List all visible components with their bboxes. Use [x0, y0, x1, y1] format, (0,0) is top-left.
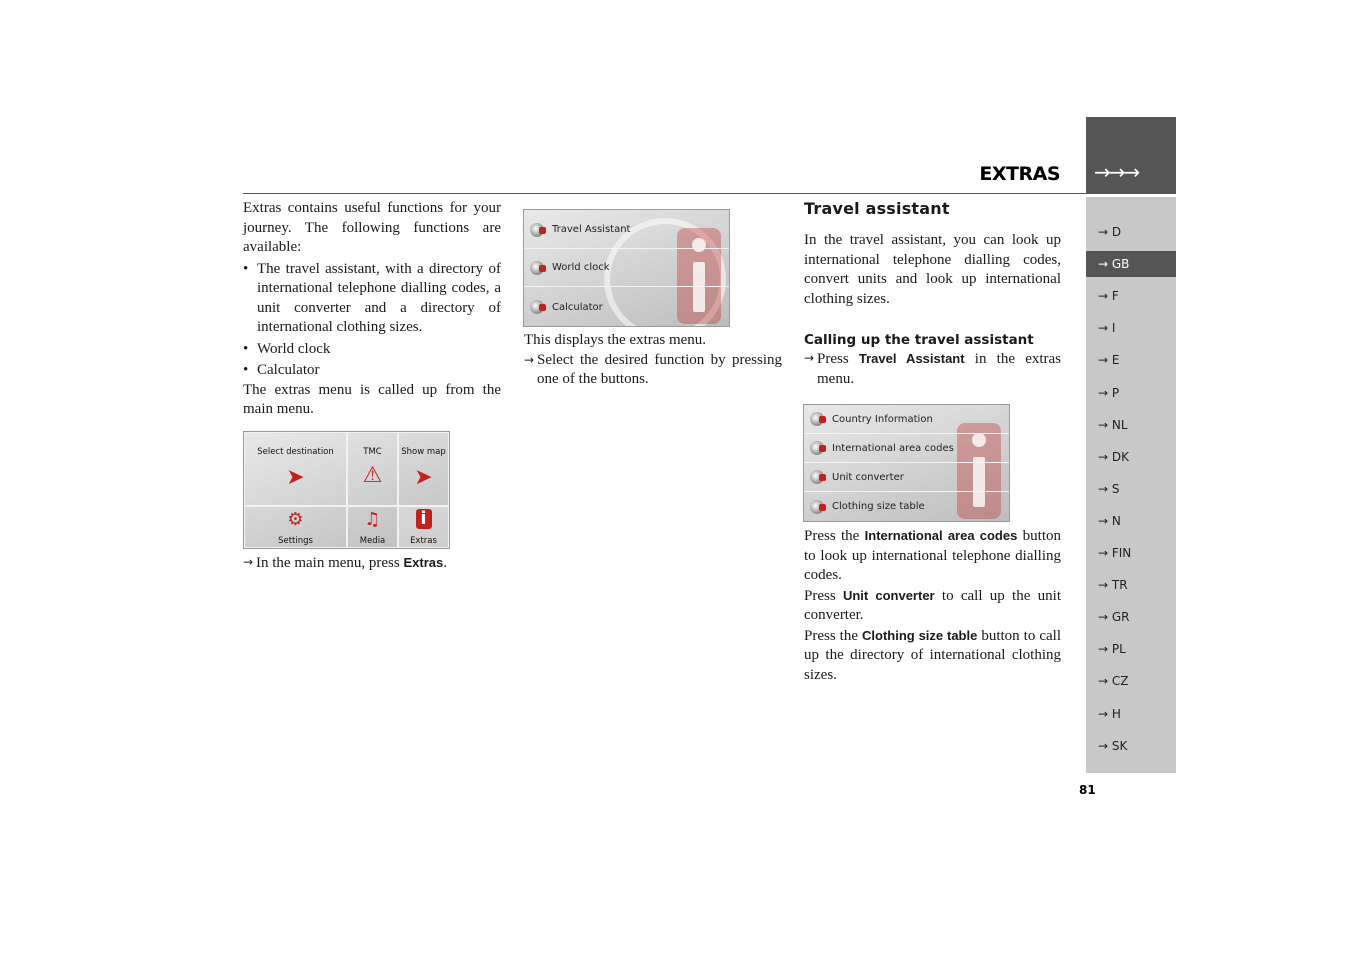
bullet-text: World clock — [257, 340, 331, 357]
bullet-mark: • — [243, 260, 249, 277]
step-text — [256, 553, 501, 574]
step-keyword: Travel Assistant — [858, 351, 965, 366]
unit-converter-paragraph — [804, 586, 1061, 626]
language-link-sk[interactable]: → SK — [1098, 738, 1128, 753]
gear-icon: ⚙ — [287, 509, 304, 530]
main-menu-show-map — [398, 432, 449, 506]
bullet-mark: • — [243, 362, 249, 378]
p-prefix: Press the — [804, 627, 862, 644]
bullet-text: The travel assistant, with a directory of international telephone dialling codes, a unit converter and a directory of international clothing sizes. — [257, 260, 501, 335]
language-link-e[interactable]: → E — [1098, 353, 1120, 368]
bullet-text: Calculator — [257, 362, 320, 378]
p-prefix: Press — [804, 587, 843, 604]
intro-paragraph: Extras contains useful functions for your journey. The following functions are available: — [243, 200, 501, 255]
main-menu-media — [347, 506, 398, 548]
travel-menu-item — [804, 463, 1009, 492]
main-menu-label: Show map — [401, 447, 446, 457]
language-link-pl[interactable]: → PL — [1098, 642, 1126, 657]
language-link-gr[interactable]: → GR — [1098, 610, 1130, 625]
step-press-extras — [243, 553, 501, 574]
language-link-cz[interactable]: → CZ — [1098, 674, 1129, 689]
main-menu-label: Extras — [410, 536, 437, 546]
language-link-fin[interactable]: → FIN — [1098, 546, 1132, 560]
travel-buttons-description — [804, 526, 1061, 685]
language-link-h[interactable]: → H — [1098, 706, 1121, 721]
map-arrow-icon: ➤ — [414, 465, 433, 490]
p-suffix: button to call up the directory of international clothing sizes. — [804, 627, 1061, 683]
displays-paragraph: This displays the extras menu. — [524, 332, 707, 348]
travel-menu-label: Clothing size table — [832, 501, 925, 512]
travel-assistant-icon — [530, 223, 544, 237]
step-prefix: Press — [817, 351, 859, 367]
travel-menu-item — [804, 405, 1009, 434]
main-menu-select-destination — [244, 432, 347, 506]
step-prefix: In the main menu, press — [256, 555, 404, 571]
main-menu-label: Select destination — [257, 447, 334, 457]
main-menu-label: Settings — [278, 536, 313, 546]
p-suffix: button to look up international telephone dialling codes. — [804, 528, 1061, 583]
main-menu-extras — [398, 506, 449, 548]
travel-menu-label: Country Information — [832, 413, 933, 425]
column-2 — [524, 331, 782, 390]
p-keyword: International area codes — [864, 528, 1018, 543]
language-link-nl[interactable]: → NL — [1098, 417, 1128, 432]
travel-assistant-screenshot — [803, 404, 1010, 522]
step-suffix: . — [443, 555, 447, 571]
language-link-s[interactable]: → S — [1098, 481, 1120, 496]
column-1 — [243, 199, 501, 420]
column-3 — [804, 199, 1061, 389]
step-arrow-icon: → — [804, 351, 815, 365]
extras-menu-item — [524, 249, 729, 287]
clothing-size-icon — [810, 500, 824, 514]
language-link-dk[interactable]: → DK — [1098, 449, 1129, 464]
travel-menu-item — [804, 434, 1009, 463]
page-number: 81 — [1079, 783, 1096, 797]
p-keyword: Unit converter — [842, 587, 935, 603]
navigation-arrow-icon: ➤ — [286, 465, 305, 490]
calculator-icon — [530, 300, 544, 314]
section-tab-arrows-icon: →→→ — [1094, 160, 1139, 184]
p-prefix: Press the — [804, 528, 865, 544]
language-link-n[interactable]: → N — [1098, 513, 1121, 528]
unit-converter-icon — [810, 470, 824, 484]
main-menu-label: Media — [359, 536, 386, 546]
p-keyword: Clothing size table — [862, 627, 978, 643]
step-keyword: Extras — [403, 555, 444, 570]
travel-assistant-heading: Travel assistant — [804, 199, 950, 218]
extras-menu-item — [524, 211, 729, 249]
main-menu-tmc — [347, 432, 398, 506]
travel-menu-label: International area codes — [832, 442, 954, 454]
area-codes-icon — [810, 441, 824, 455]
clothing-size-paragraph — [804, 626, 1061, 686]
header-rule — [243, 193, 1086, 194]
extras-menu-label: Travel Assistant — [552, 224, 631, 235]
world-clock-icon — [530, 261, 544, 275]
extras-menu-item — [524, 288, 729, 326]
bullet-mark: • — [243, 340, 249, 357]
p-suffix: to call up the unit converter. — [804, 587, 1061, 623]
info-icon: i — [416, 509, 432, 529]
language-link-gb[interactable]: → GB — [1086, 251, 1176, 277]
language-link-p[interactable]: → P — [1098, 385, 1120, 400]
step-select-function — [524, 351, 782, 390]
bullet-item — [243, 260, 501, 338]
calling-up-heading: Calling up the travel assistant — [804, 332, 1034, 348]
called-up-paragraph: The extras menu is called up from the main menu. — [243, 381, 501, 417]
main-menu-screenshot — [243, 431, 450, 549]
language-sidebar — [1086, 197, 1176, 773]
step-arrow-icon: → — [243, 555, 254, 569]
main-menu-label: TMC — [363, 447, 382, 457]
travel-menu-item — [804, 492, 1009, 521]
extras-menu-label: World clock — [552, 262, 610, 273]
language-link-tr[interactable]: → TR — [1098, 578, 1128, 593]
bullet-item — [243, 361, 501, 381]
language-link-f[interactable]: → F — [1098, 289, 1119, 304]
step-text — [817, 349, 1061, 389]
main-menu-settings — [244, 506, 347, 548]
step-press-travel-assistant — [804, 349, 1061, 389]
country-information-icon — [810, 412, 824, 426]
warning-icon: ⚠ — [362, 463, 383, 488]
area-codes-paragraph — [804, 526, 1061, 586]
extras-menu-screenshot — [523, 209, 730, 327]
extras-menu-label: Calculator — [552, 301, 603, 313]
bullet-item — [243, 340, 501, 360]
language-link-d[interactable]: → D — [1098, 225, 1122, 239]
step-arrow-icon: → — [524, 352, 535, 367]
step-text: Select the desired function by pressing one of the buttons. — [537, 351, 782, 387]
section-title: EXTRAS — [979, 163, 1060, 185]
language-link-i[interactable]: → I — [1098, 321, 1116, 336]
travel-menu-label: Unit converter — [832, 471, 904, 483]
travel-intro-paragraph: In the travel assistant, you can look up international telephone dialling codes, convert units and look up international clothing sizes. — [804, 232, 1061, 307]
music-icon: ♫ — [364, 509, 381, 530]
step-suffix: in the extras menu. — [817, 351, 1062, 387]
